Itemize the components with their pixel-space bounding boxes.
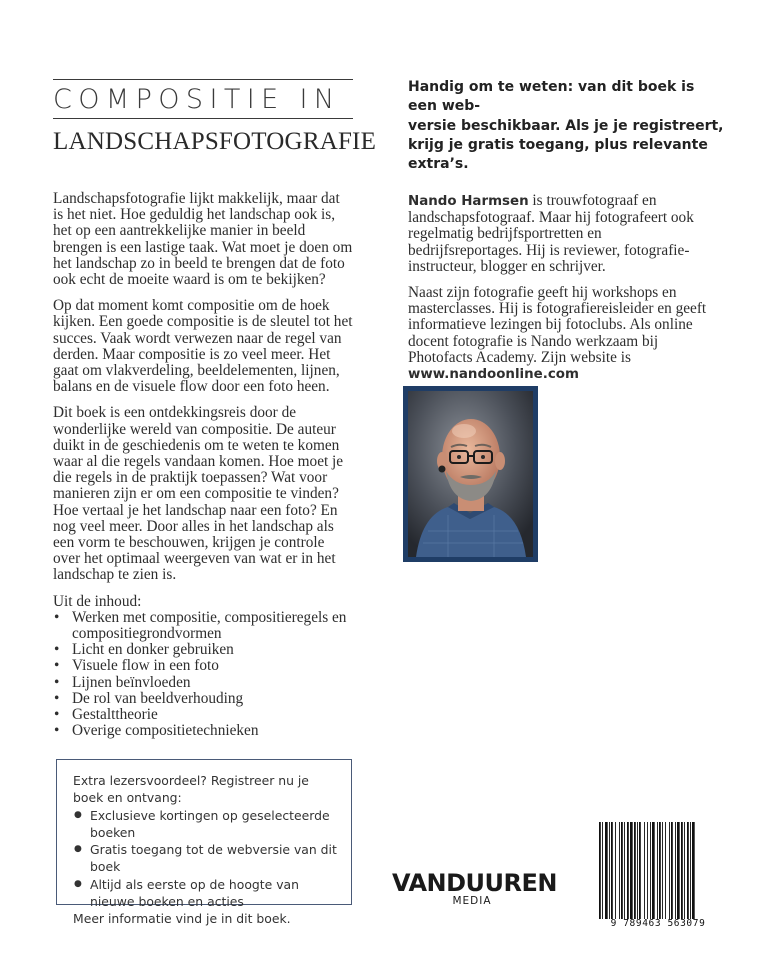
blurb-paragraph-2: Op dat moment komt compositie om de hoek kijken. Een goede compositie is de sleutel tot het succes. Vaak wordt verwezen naar de regel van derden. Maar compositie is zo veel meer. Het gaat om vlakverdeling, beeldelementen, lijnen, balans en de visuele flow door een foto heen. xyxy=(53,297,353,396)
author-bio-text-1: is trouwfotograaf en landschapsfotograaf. Maar hij fotografeert ook regelmatig bedrijfsportretten en bedrijfsreportages. Hij is reviewer, fotografie-instructeur, blogger en schrijver. xyxy=(408,192,694,275)
author-bio-paragraph-2 xyxy=(408,285,718,383)
author-bio-text-2: Naast zijn fotografie geeft hij workshops en masterclasses. Hij is fotografiereisleider en geeft informatieve lezingen bij fotoclubs. Als online docent fotografie is Nando werkzaam bij Photofacts Academy. Zijn website is xyxy=(408,284,707,366)
contents-heading: Uit de inhoud: xyxy=(53,592,142,610)
blurb-paragraph-3: Dit boek is een ontdekkingsreis door de wonderlijke wereld van compositie. De auteur duikt in de geschiedenis om te weten te komen waar al die regels vandaan komen. Hoe moet je die regels in de praktijk toepassen? Wat voor manieren zijn er om een compositie te vinden? Hoe vertaal je het landschap naar een foto? En nog veel meer. Door alles in het landschap als een vorm te beschouwen, krijgen je controle over het optimaal weergeven van wat er in het landschap te zien is. xyxy=(53,404,344,584)
author-bio xyxy=(408,193,718,393)
contents-item: • Overige compositietechnieken xyxy=(53,723,353,739)
reader-benefits-box xyxy=(56,759,352,927)
publisher-logo-name: VANDUUREN xyxy=(392,869,557,897)
benefits-list xyxy=(73,807,341,911)
highlight-line-2: versie beschikbaar. Als je je registreert, xyxy=(408,117,724,134)
contents-item: • Werken met compositie, compositieregels en compositiegrondvormen xyxy=(53,610,353,642)
publisher-logo-sub: MEDIA xyxy=(452,895,492,907)
webversion-highlight xyxy=(408,78,728,174)
title-top-rule xyxy=(53,79,353,80)
highlight-line-1: Handig om te weten: van dit boek is een web- xyxy=(408,79,695,115)
book-blurb xyxy=(53,191,353,740)
author-name: Nando Harmsen xyxy=(408,194,529,209)
author-bio-paragraph-1 xyxy=(408,193,718,275)
author-website-link[interactable]: www.nandoonline.com xyxy=(408,367,579,383)
contents-item: • Visuele flow in een foto xyxy=(53,658,353,674)
isbn-barcode-digits: 9 789463 563079 xyxy=(610,918,706,929)
title-line-2: LANDSCHAPSFOTOGRAFIE xyxy=(53,128,377,155)
contents-list xyxy=(53,610,353,740)
benefits-item: ● Exclusieve kortingen op geselecteerde boeken xyxy=(73,807,341,842)
benefits-intro: Extra lezersvoordeel? Registreer nu je boek en ontvang: xyxy=(73,773,309,806)
benefits-footer: Meer informatie vind je in dit boek. xyxy=(73,911,291,927)
title-line-1: COMPOSITIE IN xyxy=(53,84,341,115)
title-middle-rule xyxy=(53,118,353,119)
benefits-item: ● Altijd als eerste op de hoogte van nieuwe boeken en acties xyxy=(73,876,341,911)
contents-item: • Gestalttheorie xyxy=(53,707,353,723)
author-portrait-image xyxy=(408,391,533,557)
highlight-line-3: krijg je gratis toegang, plus relevante extra’s. xyxy=(408,136,708,173)
contents-item: • De rol van beeldverhouding xyxy=(53,691,353,707)
blurb-paragraph-1: Landschapsfotografie lijkt makkelijk, maar dat is het niet. Hoe geduldig het landschap ook is, het op een aantrekkelijke manier in beeld brengen is een lastige taak. Wat moet je doen om het landschap zo in beeld te brengen dat de foto ook echt de moeite waard is om te bekijken? xyxy=(53,190,353,289)
isbn-barcode xyxy=(598,822,718,919)
contents-item: • Licht en donker gebruiken xyxy=(53,642,353,658)
author-photo xyxy=(403,386,538,562)
contents-item: • Lijnen beïnvloeden xyxy=(53,675,353,691)
benefits-item: ● Gratis toegang tot de webversie van dit boek xyxy=(73,841,341,876)
